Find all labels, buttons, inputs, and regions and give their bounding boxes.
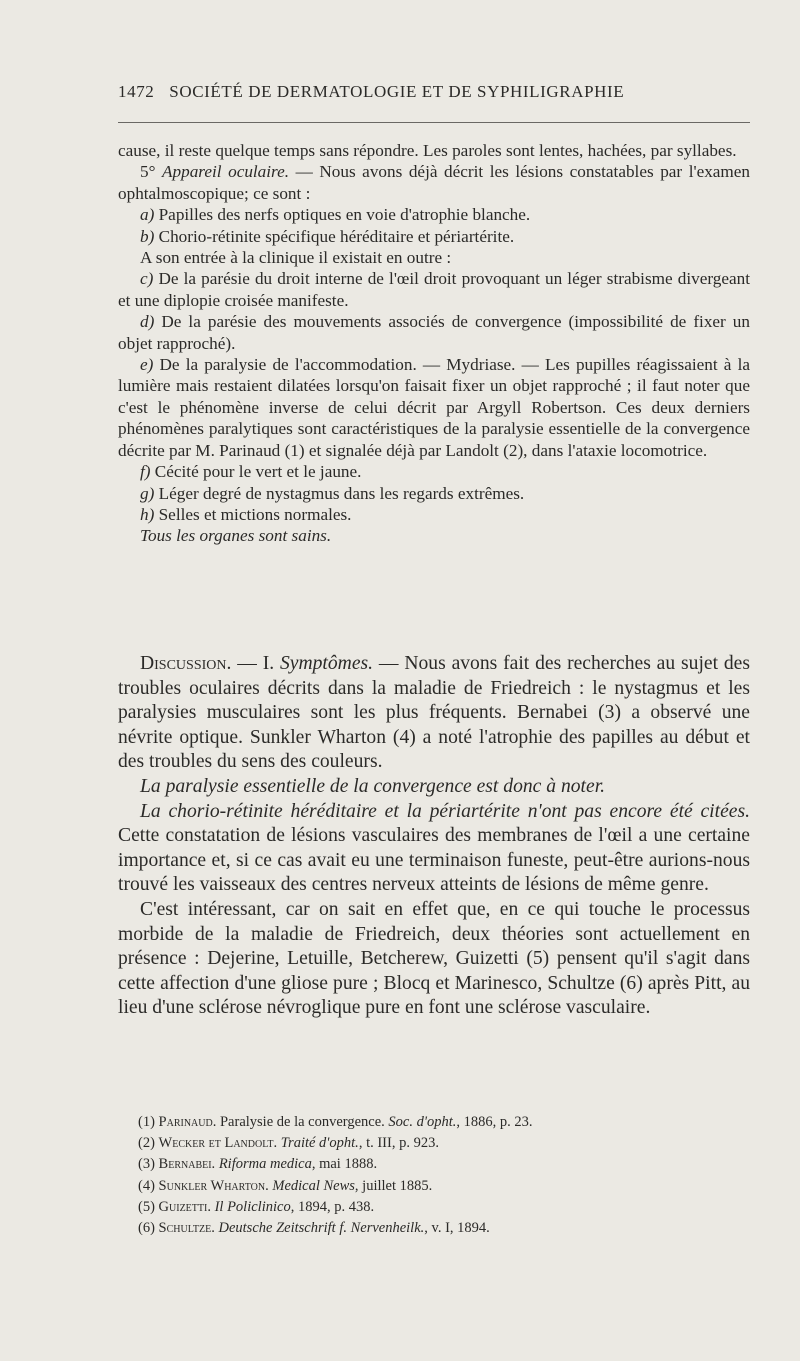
footnote-number: (5) bbox=[138, 1198, 155, 1215]
item-a bbox=[118, 204, 750, 225]
item-g bbox=[118, 483, 750, 504]
footnote-author: Guizetti. bbox=[158, 1198, 211, 1215]
footnote-author: Parinaud. bbox=[158, 1114, 217, 1130]
footnote-author: Schultze. bbox=[158, 1220, 215, 1237]
footnotes bbox=[118, 1112, 750, 1239]
item-label: g) bbox=[140, 483, 155, 503]
paragraph-entree: A son entrée à la clinique il existait en outre : bbox=[140, 248, 452, 268]
item-text: De la parésie des mouvements associés de convergence (impossibilité de fixer un objet rapproché). bbox=[118, 312, 750, 353]
item-f bbox=[118, 461, 750, 482]
item-number: 5° bbox=[140, 162, 156, 182]
section-number: — I. bbox=[231, 653, 280, 674]
item-text: Selles et mictions normales. bbox=[154, 504, 352, 524]
footnote-details: , 1894, p. 438. bbox=[290, 1198, 375, 1215]
item-c bbox=[118, 268, 750, 311]
item-text: Chorio-rétinite spécifique héréditaire et périartérite. bbox=[154, 226, 515, 246]
footnote-details: , 1886, p. 23. bbox=[456, 1114, 533, 1130]
footnote-details: , v. I, 1894. bbox=[424, 1220, 490, 1237]
discussion-paragraph-1 bbox=[118, 652, 750, 775]
footnote-number: (6) bbox=[138, 1220, 155, 1237]
footnote-number: (2) bbox=[138, 1135, 155, 1152]
footnote-source: Riforma medica bbox=[218, 1156, 312, 1173]
paragraph-appareil-oculaire bbox=[118, 161, 750, 204]
footnote-details: , t. III, p. 923. bbox=[358, 1135, 439, 1152]
footnote-author: Wecker et Landolt. bbox=[158, 1135, 278, 1152]
footnote-number: (1) bbox=[138, 1114, 155, 1130]
item-label: c) bbox=[140, 269, 154, 289]
discussion-section bbox=[118, 652, 750, 1021]
item-b bbox=[118, 226, 750, 247]
discussion-heading: Discussion. bbox=[140, 653, 232, 674]
tous-les-organes: Tous les organes sont sains. bbox=[140, 526, 332, 546]
section-title: Appareil oculaire. bbox=[162, 162, 290, 182]
item-h bbox=[118, 504, 750, 525]
item-label: b) bbox=[140, 226, 155, 246]
page-number: 1472 bbox=[118, 82, 155, 101]
discussion-paragraph-4: C'est intéressant, car on sait en effet que, en ce qui touche le processus morbide de la maladie de Friedreich, deux théories sont actuellement en présence : Dejerine, Letuille, Betcherew, Guizetti (5) pensent qu'il s'agit dans cette affection d'une gliose pure ; Blocq et Marinesco, Schultze (6) après Pitt, au lieu d'une sclérose névroglique pure en font une sclérose vasculaire. bbox=[118, 898, 750, 1019]
footnote bbox=[118, 1154, 750, 1175]
item-text: Cécité pour le vert et le jaune. bbox=[150, 462, 362, 482]
item-label: f) bbox=[140, 462, 151, 482]
footnote-source: Soc. d'opht. bbox=[388, 1114, 457, 1130]
observation-section bbox=[118, 140, 750, 547]
item-text: De la paralysie de l'accommodation. — Mydriase. — Les pupilles réagissaient à la lumière mais restaient dilatées lorsqu'on faisait fixer un objet rapproché ; il faut noter que c'est le phénomène inverse de celui décrit par Argyll Robertson. Ces deux derniers phénomènes paralytiques sont caractéristiques de la paralysie essentielle de la convergence décrite par M. Parinaud (1) et signalée déjà par Landolt (2), dans l'ataxie locomotrice. bbox=[118, 355, 750, 460]
footnote bbox=[118, 1133, 750, 1154]
footnote-author: Sunkler Wharton. bbox=[158, 1177, 269, 1194]
discussion-paragraph-2: La paralysie essentielle de la convergence est donc à noter. bbox=[140, 775, 606, 797]
footnote-title: Paralysie de la convergence. bbox=[216, 1114, 389, 1130]
footnote bbox=[118, 1197, 750, 1218]
footnote-author: Bernabei. bbox=[158, 1156, 216, 1173]
paragraph-cause: cause, il reste quelque temps sans répondre. Les paroles sont lentes, hachées, par syllabes. bbox=[118, 141, 737, 160]
footnote-source: Deutsche Zeitschrift f. Nervenheilk. bbox=[218, 1220, 425, 1237]
item-e bbox=[118, 354, 750, 461]
symptomes-heading: Symptômes. bbox=[279, 653, 374, 674]
item-label: e) bbox=[140, 355, 154, 375]
item-text: De la parésie du droit interne de l'œil droit provoquant un léger strabisme divergeant et une diplopie croisée manifeste. bbox=[118, 269, 750, 310]
footnote bbox=[118, 1176, 750, 1197]
footnote-source: Traité d'opht. bbox=[280, 1135, 359, 1152]
paragraph-text: — Nous avons déjà décrit les lésions constatables par l'examen ophtalmoscopique; ce sont : bbox=[118, 162, 751, 203]
running-header bbox=[118, 82, 750, 102]
italic-statement: La chorio-rétinite héréditaire et la périartérite n'ont pas encore été citées. bbox=[140, 800, 750, 822]
footnote bbox=[118, 1112, 750, 1133]
footnote-source: Il Policlinico bbox=[214, 1198, 291, 1215]
item-d bbox=[118, 311, 750, 354]
footnote-source: Medical News bbox=[272, 1177, 355, 1194]
item-text: Papilles des nerfs optiques en voie d'atrophie blanche. bbox=[154, 205, 531, 225]
item-label: a) bbox=[140, 205, 155, 225]
footnote-number: (3) bbox=[138, 1156, 155, 1173]
item-text: Léger degré de nystagmus dans les regards extrêmes. bbox=[154, 483, 525, 503]
discussion-paragraph-3 bbox=[118, 800, 750, 898]
footnote-number: (4) bbox=[138, 1177, 155, 1194]
item-label: h) bbox=[140, 504, 155, 524]
paragraph-text: Cette constatation de lésions vasculaires des membranes de l'œil a une certaine importance et, si ce cas avait eu une terminaison funeste, peut-être aurions-nous trouvé les vaisseaux des centres nerveux atteints de lésions de même genre. bbox=[118, 825, 750, 896]
footnote-details: , juillet 1885. bbox=[354, 1177, 433, 1194]
footnote-details: , mai 1888. bbox=[311, 1156, 378, 1173]
header-rule bbox=[118, 122, 750, 123]
item-label: d) bbox=[140, 312, 155, 332]
footnote bbox=[118, 1218, 750, 1239]
paragraph-text: — Nous avons fait des recherches au sujet des troubles oculaires décrits dans la maladie de Friedreich : le nystagmus et les paralysies musculaires sont les plus fréquents. Bernabei (3) a observé une névrite optique. Sunkler Wharton (4) a noté l'atrophie des papilles au début et des troubles du sens des couleurs. bbox=[118, 653, 750, 773]
running-title: SOCIÉTÉ DE DERMATOLOGIE ET DE SYPHILIGRAPHIE bbox=[169, 82, 625, 101]
